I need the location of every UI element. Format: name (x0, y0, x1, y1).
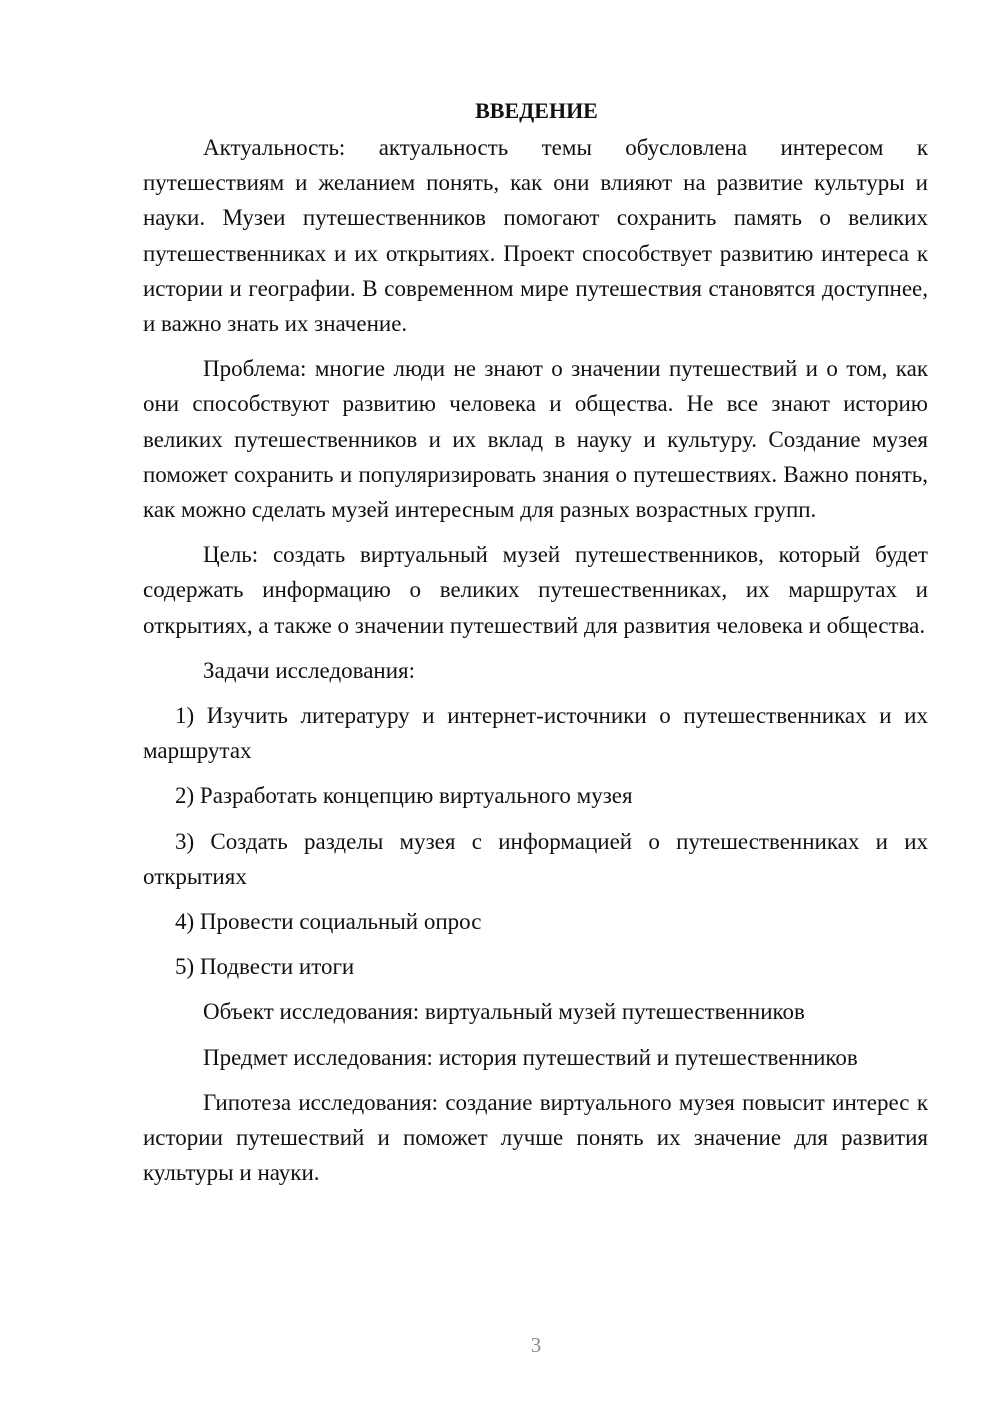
task-item-4: 4) Провести социальный опрос (175, 909, 482, 935)
research-object: Объект исследования: виртуальный музей путешественников (203, 999, 805, 1025)
task-item-2: 2) Разработать концепцию виртуального музея (175, 783, 633, 809)
tasks-heading: Задачи исследования: (203, 657, 416, 683)
page-number: 3 (530, 1333, 542, 1357)
task-item-5: 5) Подвести итоги (175, 954, 355, 980)
page-title: ВВЕДЕНИЕ (475, 98, 598, 123)
research-subject: Предмет исследования: история путешествий и путешественников (203, 1044, 858, 1070)
relevance-paragraph: Актуальность: актуальность темы обусловлена интересом к путешествиям и желанием понять, как они влияют на развитие культуры и науки. Музеи путешественников помогают сохранить память о великих путешественниках и их открытиях. Проект способствует развитию интереса к истории и географии. В современном мире путешествия становятся доступнее, и важно знать их значение. (143, 135, 928, 337)
page-content (143, 94, 928, 1200)
task-item-1: 1) Изучить литературу и интернет-источники о путешественниках и их маршрутах (143, 703, 928, 764)
task-item-3: 3) Создать разделы музея с информацией о путешественниках и их открытиях (143, 828, 928, 889)
problem-paragraph: Проблема: многие люди не знают о значении путешествий и о том, как они способствуют развитию человека и общества. Не все знают историю великих путешественников и их вклад в науку и культуру. Создание музея поможет сохранить и популяризировать знания о путешествиях. Важно понять, как можно сделать музей интересным для разных возрастных групп. (143, 356, 928, 523)
hypothesis-paragraph: Гипотеза исследования: создание виртуального музея повысит интерес к истории путешествий и поможет лучше понять их значение для развития культуры и науки. (143, 1089, 928, 1186)
goal-paragraph: Цель: создать виртуальный музей путешественников, который будет содержать информацию о великих путешественниках, их маршрутах и открытиях, а также о значении путешествий для развития человека и общества. (143, 542, 928, 638)
